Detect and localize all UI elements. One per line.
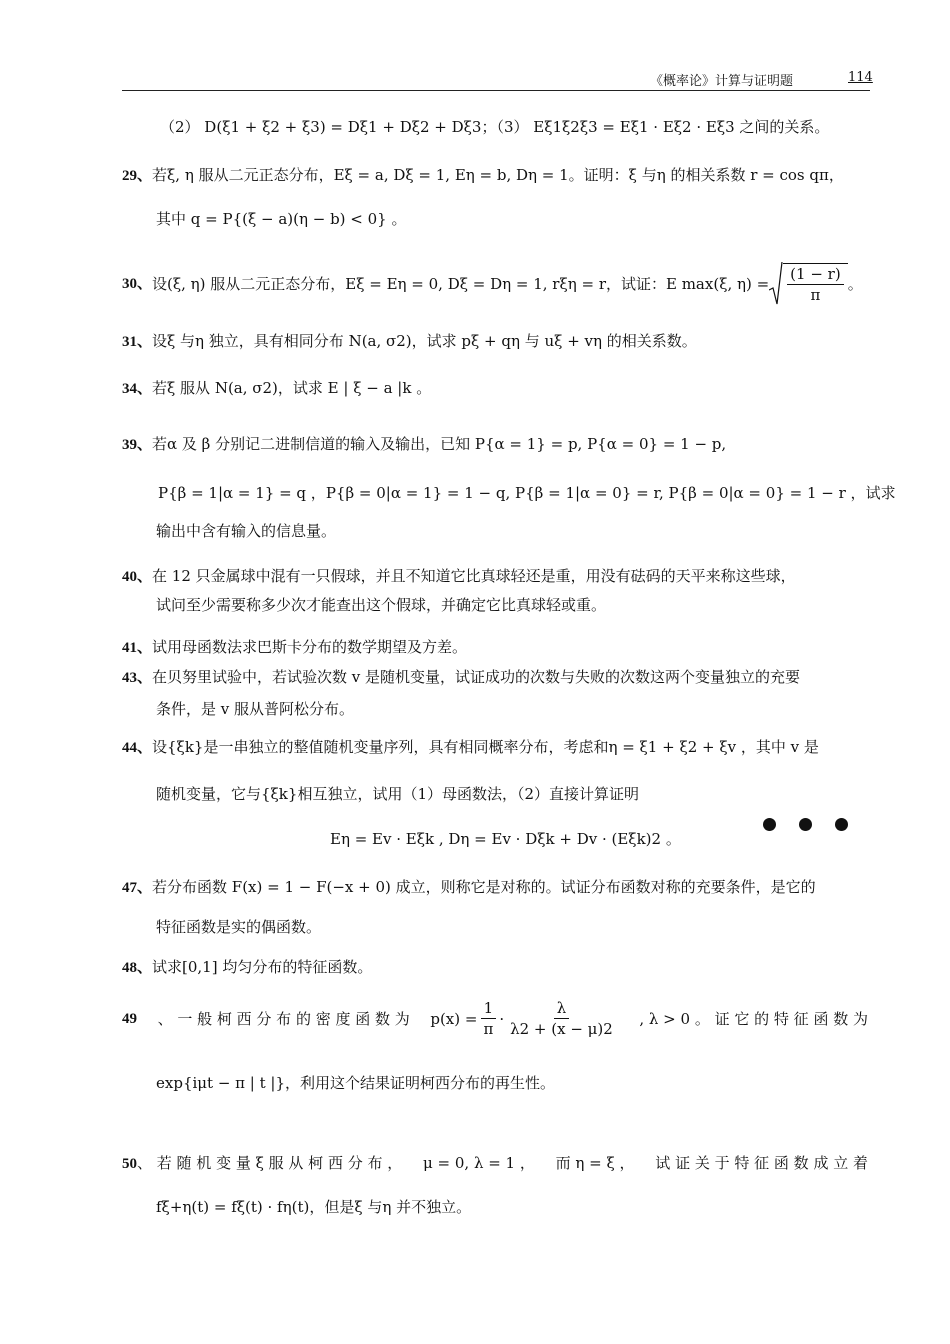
problem-number: 49 [122,1010,137,1027]
formula-lhs: p(x) = [430,1009,478,1028]
problem-text: 设(ξ, η) 服从二元正态分布，Eξ = Eη = 0, Dξ = Dη = 1, rξη = r，试证：E max(ξ, η) = [152,275,770,293]
problem-41 [122,636,467,659]
problem-44-formula: Eη = Ev · Eξk , Dη = Ev · Dξk + Dv · (Eξk)2 。 [330,830,681,848]
eta-definition: 而 η = ξ ， [555,1154,635,1172]
bullet-dot-icon [799,818,812,831]
problem-29 [122,164,844,187]
radical-sign-icon [769,262,783,306]
problem-30 [122,262,863,306]
problem-34 [122,377,431,400]
problem-number: 39、 [122,437,153,453]
problem-44 [122,736,819,759]
problem-47 [122,876,816,899]
problem-text: 、 一 般 柯 西 分 布 的 密 度 函 数 为 [157,1009,410,1028]
problem-text: 若α 及 β 分别记二进制信道的输入及输出，已知 P{α = 1} = p, P{α = 0} = 1 − p, [152,435,727,453]
fraction-lambda [507,998,616,1039]
problem-text-end: 试 证 关 于 特 征 函 数 成 立 着 [655,1154,868,1172]
problem-number: 47、 [122,880,153,896]
fraction-numerator: 1 [481,998,497,1019]
running-header-title: 《概率论》计算与证明题 [650,74,794,89]
problem-29-line-2: 其中 q = P{(ξ − a)(η − b) < 0} 。 [156,210,407,228]
page-number: 114 [848,70,873,85]
problem-50 [122,1152,868,1175]
fraction-denominator: λ2 + (x − μ)2 [510,1020,613,1038]
problem-continuation-line: （2） D(ξ1 + ξ2 + ξ3) = Dξ1 + Dξ2 + Dξ3；（3） Eξ1ξ2ξ3 = Eξ1 · Eξ2 · Eξ3 之间的关系。 [160,118,830,136]
problem-number: 40、 [122,569,153,585]
line-end: 试求 [865,484,896,502]
problem-40 [122,565,796,588]
header-rule [122,90,870,91]
problem-44-line-2: 随机变量，它与{ξk}相互独立，试用（1）母函数法，（2）直接计算证明 [156,785,640,803]
density-formula [430,998,618,1039]
problem-text: 试用母函数法求巴斯卡分布的数学期望及方差。 [152,638,468,656]
bullet-dot-icon [835,818,848,831]
problem-50-line-2: fξ+η(t) = fξ(t) · fη(t)，但是ξ 与η 并不独立。 [156,1198,472,1216]
problem-number: 31、 [122,334,153,350]
dot-operator: · [499,1009,505,1028]
problem-49-line-2: exp{iμt − π | t |}，利用这个结果证明柯西分布的再生性。 [156,1074,556,1092]
problem-43 [122,666,800,689]
problem-number: 48、 [122,960,153,976]
fraction-numerator: (1 − r) [787,264,844,285]
problem-40-line-2: 试问至少需要称多少次才能查出这个假球，并确定它比真球轻或重。 [156,596,607,614]
problem-39-line-2 [122,482,896,504]
problem-49 [122,998,868,1039]
problem-number: 34、 [122,381,153,397]
fraction-one-over-pi [480,998,496,1039]
problem-number: 44、 [122,740,153,756]
problem-text: 、 若 随 机 变 量 ξ 服 从 柯 西 分 布 ， [137,1154,403,1172]
problem-text: 若ξ 服从 N(a, σ2)，试求 E | ξ − a |k 。 [152,379,432,397]
problem-number: 43、 [122,670,153,686]
problem-text: 设ξ 与η 独立，具有相同分布 N(a, σ2)，试求 pξ + qη 与 uξ + vη 的相关系数。 [152,332,697,350]
problem-number: 29、 [122,168,153,184]
sqrt-fraction [783,263,848,305]
problem-39 [122,433,726,456]
problem-number: 50 [122,1156,137,1172]
problem-text: 在 12 只金属球中混有一只假球，并且不知道它比真球轻还是重，用没有砝码的天平来称这些球， [152,567,796,585]
fraction-denominator: π [483,1020,494,1038]
conditional-prob-1: P{β = 1|α = 1} = q ， [158,484,326,502]
problem-43-line-2: 条件，是 v 服从普阿松分布。 [156,700,355,718]
problem-31 [122,330,697,353]
problem-text: 在贝努里试验中，若试验次数 v 是随机变量，试证成功的次数与失败的次数这两个变量独立的充要 [152,668,801,686]
problem-number: 41、 [122,640,153,656]
problem-text: 若分布函数 F(x) = 1 − F(−x + 0) 成立，则称它是对称的。试证分布函数对称的充要条件，是它的 [152,878,816,896]
fraction-denominator: π [810,286,821,304]
problem-48 [122,956,372,979]
problem-text: 试求[0,1] 均匀分布的特征函数。 [152,958,373,976]
square-root [769,262,848,306]
problem-number: 30、 [122,276,153,292]
fraction-numerator: λ [554,998,570,1019]
problem-text: 若ξ, η 服从二元正态分布，Eξ = a, Dξ = 1, Eη = b, Dη = 1。证明：ξ 与η 的相关系数 r = cos qπ， [152,166,844,184]
problem-47-line-2: 特征函数是实的偶函数。 [156,918,322,936]
problem-39-line-3: 输出中含有输入的信息量。 [156,522,337,540]
problem-text-end: , λ > 0 。 证 它 的 特 征 函 数 为 [639,1009,868,1028]
bullet-dot-icon [763,818,776,831]
problem-end: 。 [847,275,863,293]
conditional-prob-rest: P{β = 0|α = 1} = 1 − q, P{β = 1|α = 0} = r, P{β = 0|α = 0} = 1 − r ， [325,484,866,502]
parameter-values: μ = 0, λ = 1 ， [423,1154,535,1172]
problem-text: 设{ξk}是一串独立的整值随机变量序列，具有相同概率分布，考虑和η = ξ1 + ξ2 + ξv ，其中 v 是 [152,738,819,756]
